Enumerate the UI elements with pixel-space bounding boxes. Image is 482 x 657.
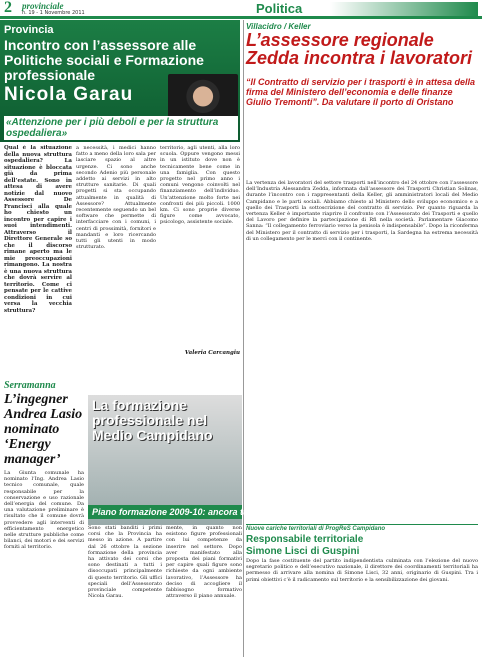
progres-body: Dopo la fase costituente del partito indipendentista culminata con l’elezione del nuovo segretario politico e dell’esecutivo nazionale, il direttore dei coordinamenti territoriali ha permesso di arrivare alla nomina di Simone Lisci, 32 anni, originario di Guspini. Tra i primi obiettivi c’è il radicamento sul territorio e la sensibilizzazione dei giovani. <box>246 558 478 583</box>
section-divider <box>246 524 478 525</box>
left-article-kicker: Provincia <box>4 24 54 36</box>
formazione-body-2: mente, in quanto non esistono figure professionali con lui competenze da inserire nel settore. Dopo aver manifestato alla proposta dei piani formativi per capire quali figure sono richieste da ogni ambiente lavorativo, l’Assessore ha deciso di accogliere il fabbisogno formativo attraverso il piano annuale. <box>166 525 242 600</box>
left-article-column-1: Qual è la situazione della nuova struttura ospedaliera? La situazione è bloccata già da prima dell’estate. Sono in attesa di avere notizie dal nuovo Assessore De Francisci alla quale ho chiesto un incontro per capire i suoi intendimenti. Attraverso il Direttore Generale so che il discorso rimane aperto ma le mie preoccupazioni rimangono. La nostra è una nuova struttura che dovrà servire al territorio. Come ci pensate per le cattive condizioni in cui versa la vecchia struttura? <box>4 145 72 314</box>
left-article-column-2: a necessità, i medici hanno fatto a meno della loro sala per lasciare spazio al altre urgenze. Ci sono anche secondo Adenio più personale addetto ai servizi in alto strutture sanitarie. Di quali progetti si sta occupando attualmente in qualità di Assessore? Attualmente recentemente seguendo un bel software che permette di interfacciare con i comuni, i centri di prossimità, fornitori e mandanti e loro ricercando tutti gli utenti in modo strutturato. <box>76 145 156 251</box>
right-article-quote: “Il Contratto di servizio per i trasporti è in attesa della firma del Ministero dell’economia e delle finanze Giulio Tremonti”. Da valutare il porto di Oristano <box>246 77 476 107</box>
progres-title: Responsabile territoriale <box>246 534 364 545</box>
serramanna-title: L’ingegner Andrea Lasio nominato ‘Energy manager’ <box>4 392 83 467</box>
left-article-subtitle: «Attenzione per i più deboli e per la struttura ospedaliera» <box>4 116 238 140</box>
masthead: provinciale <box>22 1 64 11</box>
byline: Valeria Carcangiu <box>184 350 240 356</box>
right-article-kicker: Villacidro / Keller <box>246 22 311 31</box>
left-article-title: Incontro con l’assessore alle Politiche sociali e Formazione professionale <box>4 37 204 83</box>
formazione-subtitle: Piano formazione 2009-10: ancora tutto ferme <box>92 507 288 517</box>
left-article-column-3: territorio, agli utenti, alla loro scuola. Oppure vengono messi in un istituto dove non è tecnicamente bene come in una famiglia. Con questo progetto nel primo anno i comuni vengono coinvolti nel finanziamento dell’individuo. Un’attenzione molto forte nei confronti dei più piccoli. 1000 km. Ci sono proprie diverse figure come avvocato, psicologo, assistente sociale. <box>160 145 240 226</box>
serramanna-kicker: Serramanna <box>4 380 56 391</box>
right-article-title: L’assessore regionale Zedda incontra i lavoratori <box>246 30 473 68</box>
header-gradient-bar <box>330 2 478 16</box>
progres-name: Simone Lisci di Guspini <box>246 546 360 557</box>
section-title: Politica <box>256 1 303 16</box>
formazione-title: La formazione professionale nel Medio Campidano <box>92 397 213 443</box>
column-divider <box>243 20 244 657</box>
left-article-name: Nicola Garau <box>4 84 134 105</box>
serramanna-body: La Giunta comunale ha nominato l’Ing. Andrea Lasio tecnico comunale, quale responsabile per la conservazione e uso razionale dell’energia del comune. Da una valutazione preliminare è risultato che il comune dovrà provvedere agli interventi di efficientamento energetico nelle strutture pubbliche come bilanci, dei motori e dei servizi forniti al territorio. <box>4 470 84 551</box>
progres-kicker: Nuove cariche territoriali di ProgReS Campidano <box>246 526 386 532</box>
page-number: 2 <box>4 0 12 16</box>
right-article-body: La vertenza dei lavoratori del settore trasporti nell’incontro del 24 ottobre con l’assessore dell’Industria Alessandra Zedda, informata dall’assessore dei Trasporti Christian Solinas, durante l’incontro con i rappresentanti della Keller, gli amministratori locali del Medio Campidano e le parti sociali. Abbiamo chiesto al Ministero dello sviluppo economico e a quello dei Trasporti la sottoscrizione del contratto di servizio. Per quanto riguarda la vertenza Keller è importante riaprire il confronto con l’Assessorato dei Trasporti e quello del Lavoro per definire la partecipazione di Rfi nella società. Parlamentare Giacomo Sanna: “Il collegamento ferroviario verso la penisola è indispensabile”. Dopo la riconferma del Ministero per il contratto di servizio per i trasporti, la Sardegna ha estrema necessità di un collegamento per le merci con il continente. <box>246 180 478 242</box>
issue-date: n. 19 - 1 Novembre 2011 <box>22 10 85 16</box>
formazione-body-1: Sono stati banditi i primi corsi che la Provincia ha messo in azione. A partire dal 26 ottobre la sezione formazione della provincia ha attivato dei corsi che sono destinati a tutti i disoccupati principalmente di questo territorio. Gli uffici speciali dell’Assessorato provinciale competente Nicola Garau. <box>88 525 162 600</box>
